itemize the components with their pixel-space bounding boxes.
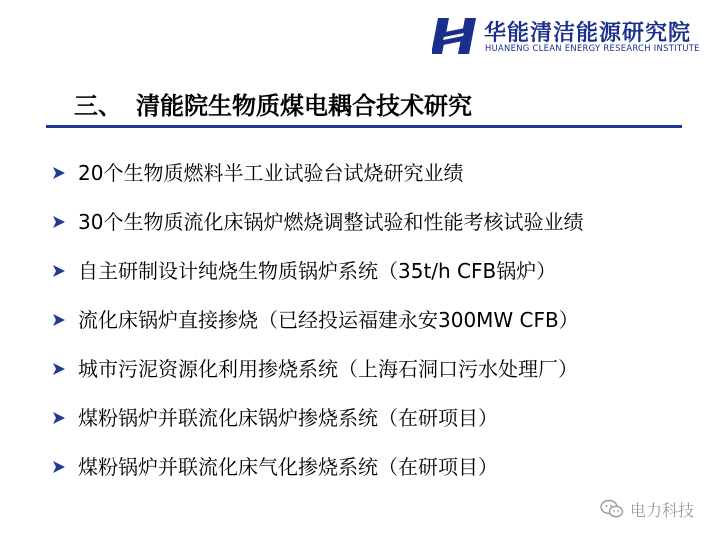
list-item-text: 30个生物质流化床锅炉燃烧调整试验和性能考核试验业绩 [78, 210, 584, 234]
triangle-arrow-icon [52, 411, 66, 425]
triangle-arrow-icon [52, 166, 66, 180]
triangle-arrow-icon [52, 460, 66, 474]
wechat-icon [600, 499, 624, 519]
triangle-arrow-icon [52, 313, 66, 327]
list-item-text: 自主研制设计纯烧生物质锅炉系统（35t/h CFB锅炉） [78, 259, 557, 283]
list-item-text: 20个生物质燃料半工业试验台试烧研究业绩 [78, 161, 464, 185]
list-item-text: 煤粉锅炉并联流化床锅炉掺烧系统（在研项目） [78, 406, 498, 430]
triangle-arrow-icon [52, 215, 66, 229]
triangle-arrow-icon [52, 264, 66, 278]
logo-name-cn: 华能清洁能源研究院 [484, 21, 692, 46]
huaneng-logo-icon [432, 16, 478, 56]
title-divider [46, 125, 682, 128]
list-item-text: 流化床锅炉直接掺烧（已经投运福建永安300MW CFB） [78, 308, 579, 332]
list-item-text: 城市污泥资源化利用掺烧系统（上海石洞口污水处理厂） [78, 357, 578, 381]
logo-name-en: HUANENG CLEAN ENERGY RESEARCH INSTITUTE [485, 43, 700, 53]
slide-title [74, 86, 472, 121]
section-number: 三、 [74, 92, 122, 120]
list-item-text: 煤粉锅炉并联流化床气化掺烧系统（在研项目） [78, 455, 498, 479]
triangle-arrow-icon [52, 362, 66, 376]
title-text: 清能院生物质煤电耦合技术研究 [136, 92, 472, 120]
institute-logo [432, 16, 700, 56]
watermark-text: 电力科技 [629, 500, 694, 520]
watermark [600, 498, 694, 520]
